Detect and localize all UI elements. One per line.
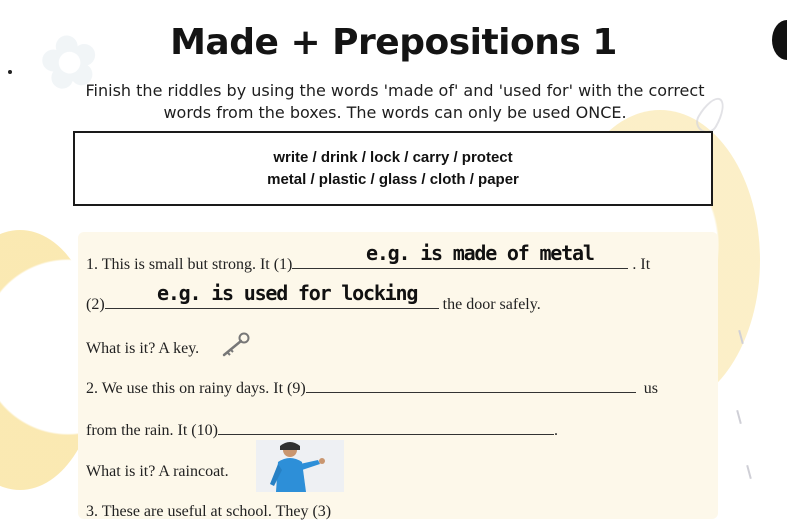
riddle-1-text-b-end: the door safely. (442, 296, 541, 313)
riddle-1-text-b: (2) (86, 296, 105, 313)
riddle-2-line-2 (86, 422, 558, 440)
riddle-3-line-1: 3. These are useful at school. They (3) (86, 503, 332, 520)
decorative-dash (736, 410, 742, 424)
riddle-1-text-a-end: . It (632, 256, 651, 273)
decorative-dot (8, 70, 12, 74)
word-box-verbs: write / drink / lock / carry / protect (273, 149, 513, 166)
answer-blank-9[interactable] (306, 392, 636, 393)
decorative-dash (746, 465, 752, 479)
key-icon (220, 332, 250, 358)
riddle-2-text-a-end: us (643, 380, 658, 397)
example-answer-2: e.g. is used for locking (157, 281, 418, 305)
riddle-2-line-1 (86, 380, 658, 398)
instructions: Finish the riddles by using the words 'made of' and 'used for' with the correct words from the boxes. The words can only be used ONCE. (85, 81, 705, 122)
answer-blank-1[interactable] (292, 268, 628, 269)
riddle-2-text-a: 2. We use this on rainy days. It (9) (86, 380, 306, 397)
raincoat-image (256, 440, 344, 492)
answer-blank-10[interactable] (218, 434, 554, 435)
riddle-2-text-b: from the rain. It (10) (86, 422, 218, 439)
word-box (73, 131, 713, 206)
word-box-materials: metal / plastic / glass / cloth / paper (267, 171, 519, 188)
riddle-1-question: What is it? A key. (86, 340, 200, 357)
riddle-2-text-b-end: . (553, 422, 558, 439)
riddle-1-text-a: 1. This is small but strong. It (1) (86, 256, 293, 273)
riddle-2-question: What is it? A raincoat. (86, 463, 229, 480)
answer-blank-2[interactable] (105, 308, 439, 309)
example-answer-1: e.g. is made of metal (366, 241, 594, 265)
page-title: Made + Prepositions 1 (170, 22, 617, 63)
watermark-top: ✿ (33, 15, 106, 108)
